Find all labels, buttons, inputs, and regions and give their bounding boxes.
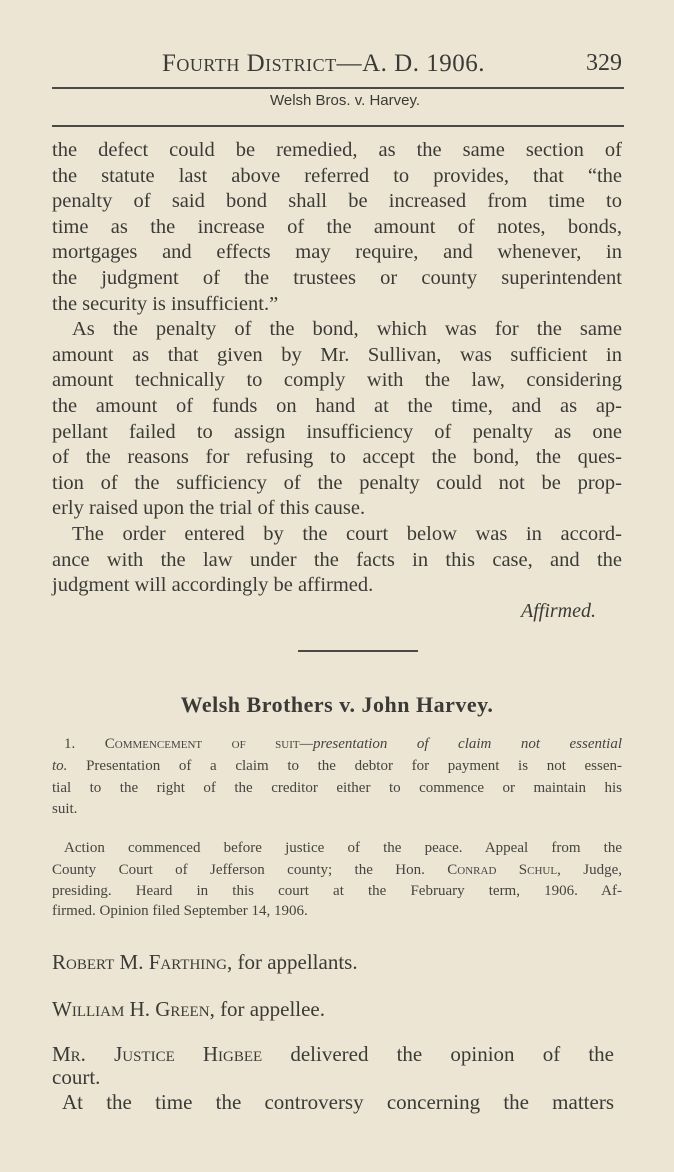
text-line: pellant failed to assign insufficiency of penalty as one bbox=[52, 420, 622, 443]
text-line: time as the increase of the amount of notes, bonds, bbox=[52, 215, 622, 238]
text-line: judgment will accordingly be affirmed. bbox=[52, 574, 374, 597]
statement-line: presiding. Heard in this court at the February term, 1906. Af- bbox=[52, 883, 622, 899]
text-line: ance with the law under the facts in this case, and the bbox=[52, 548, 622, 571]
opinion-intro-text: delivered the opinion of the bbox=[262, 1042, 614, 1066]
text-line: erly raised upon the trial of this cause. bbox=[52, 497, 366, 520]
text-line: the judgment of the trustees or county superintendent bbox=[52, 267, 622, 289]
subheader-rule bbox=[52, 125, 624, 127]
statement-line bbox=[52, 862, 622, 879]
headnote-text: Presentation of a claim to the debtor for payment is not essen- bbox=[86, 758, 623, 774]
text-line: of the reasons for refusing to accept the bond, the ques- bbox=[52, 446, 622, 469]
text-line: the amount of funds on hand at the time, and as ap- bbox=[52, 395, 622, 417]
header-rule bbox=[52, 87, 624, 89]
attorney-name: Robert M. Farthing bbox=[52, 950, 227, 974]
text-line: the statute last above referred to provides, that “the bbox=[52, 164, 622, 187]
page-number: 329 bbox=[586, 50, 622, 76]
statement-line: firmed. Opinion filed September 14, 1906. bbox=[52, 903, 308, 919]
statement-text: , Judge, bbox=[557, 862, 622, 878]
text-line: penalty of said bond shall be increased from time to bbox=[52, 190, 622, 213]
counsel-role: , for appellee. bbox=[209, 997, 326, 1021]
headnote-line bbox=[52, 758, 622, 775]
counsel-appellee bbox=[52, 997, 325, 1022]
text-line: As the penalty of the bond, which was for the same bbox=[72, 318, 622, 341]
headnote-line: tial to the right of the creditor either to commence or maintain his bbox=[52, 780, 622, 796]
opinion-intro bbox=[52, 1042, 614, 1067]
text-line: the defect could be remedied, as the same section of bbox=[52, 139, 622, 161]
text-line: The order entered by the court below was in accord- bbox=[72, 523, 622, 545]
text-line: mortgages and effects may require, and whenever, in bbox=[52, 241, 622, 264]
headnote-subtopic: —presentation of claim not essential bbox=[299, 736, 622, 752]
statement-line: Action commenced before justice of the peace. Appeal from the bbox=[64, 840, 622, 856]
section-divider bbox=[298, 650, 418, 652]
headnote-line bbox=[52, 736, 622, 753]
headnote-line: suit. bbox=[52, 801, 78, 817]
case-short-title: Welsh Bros. v. Harvey. bbox=[269, 92, 421, 109]
text-line: the security is insufficient.” bbox=[52, 292, 279, 315]
headnote-subtopic-end: to. bbox=[52, 758, 68, 774]
counsel-appellants bbox=[52, 950, 358, 975]
case-title: Welsh Brothers v. John Harvey. bbox=[180, 692, 494, 717]
attorney-name: William H. Green bbox=[52, 997, 210, 1021]
text-line: amount as that given by Mr. Sullivan, was sufficient in bbox=[52, 343, 622, 366]
headnote-topic: Commencement of suit bbox=[104, 736, 300, 752]
text-line: amount technically to comply with the law, considering bbox=[52, 369, 622, 392]
disposition: Affirmed. bbox=[521, 600, 596, 622]
justice-name: Mr. Justice Higbee bbox=[52, 1042, 263, 1066]
running-title: Fourth District—A. D. 1906. bbox=[162, 50, 485, 77]
headnote-number: 1. bbox=[64, 736, 76, 752]
statement-text: County Court of Jefferson county; the Hon. bbox=[52, 862, 425, 878]
opinion-intro-text: court. bbox=[52, 1065, 101, 1089]
judge-name: Conrad Schul bbox=[447, 862, 558, 878]
text-line: tion of the sufficiency of the penalty could not be prop- bbox=[52, 471, 622, 494]
counsel-role: , for appellants. bbox=[226, 950, 358, 974]
opinion-text-line: At the time the controversy concerning the matters bbox=[62, 1090, 614, 1114]
